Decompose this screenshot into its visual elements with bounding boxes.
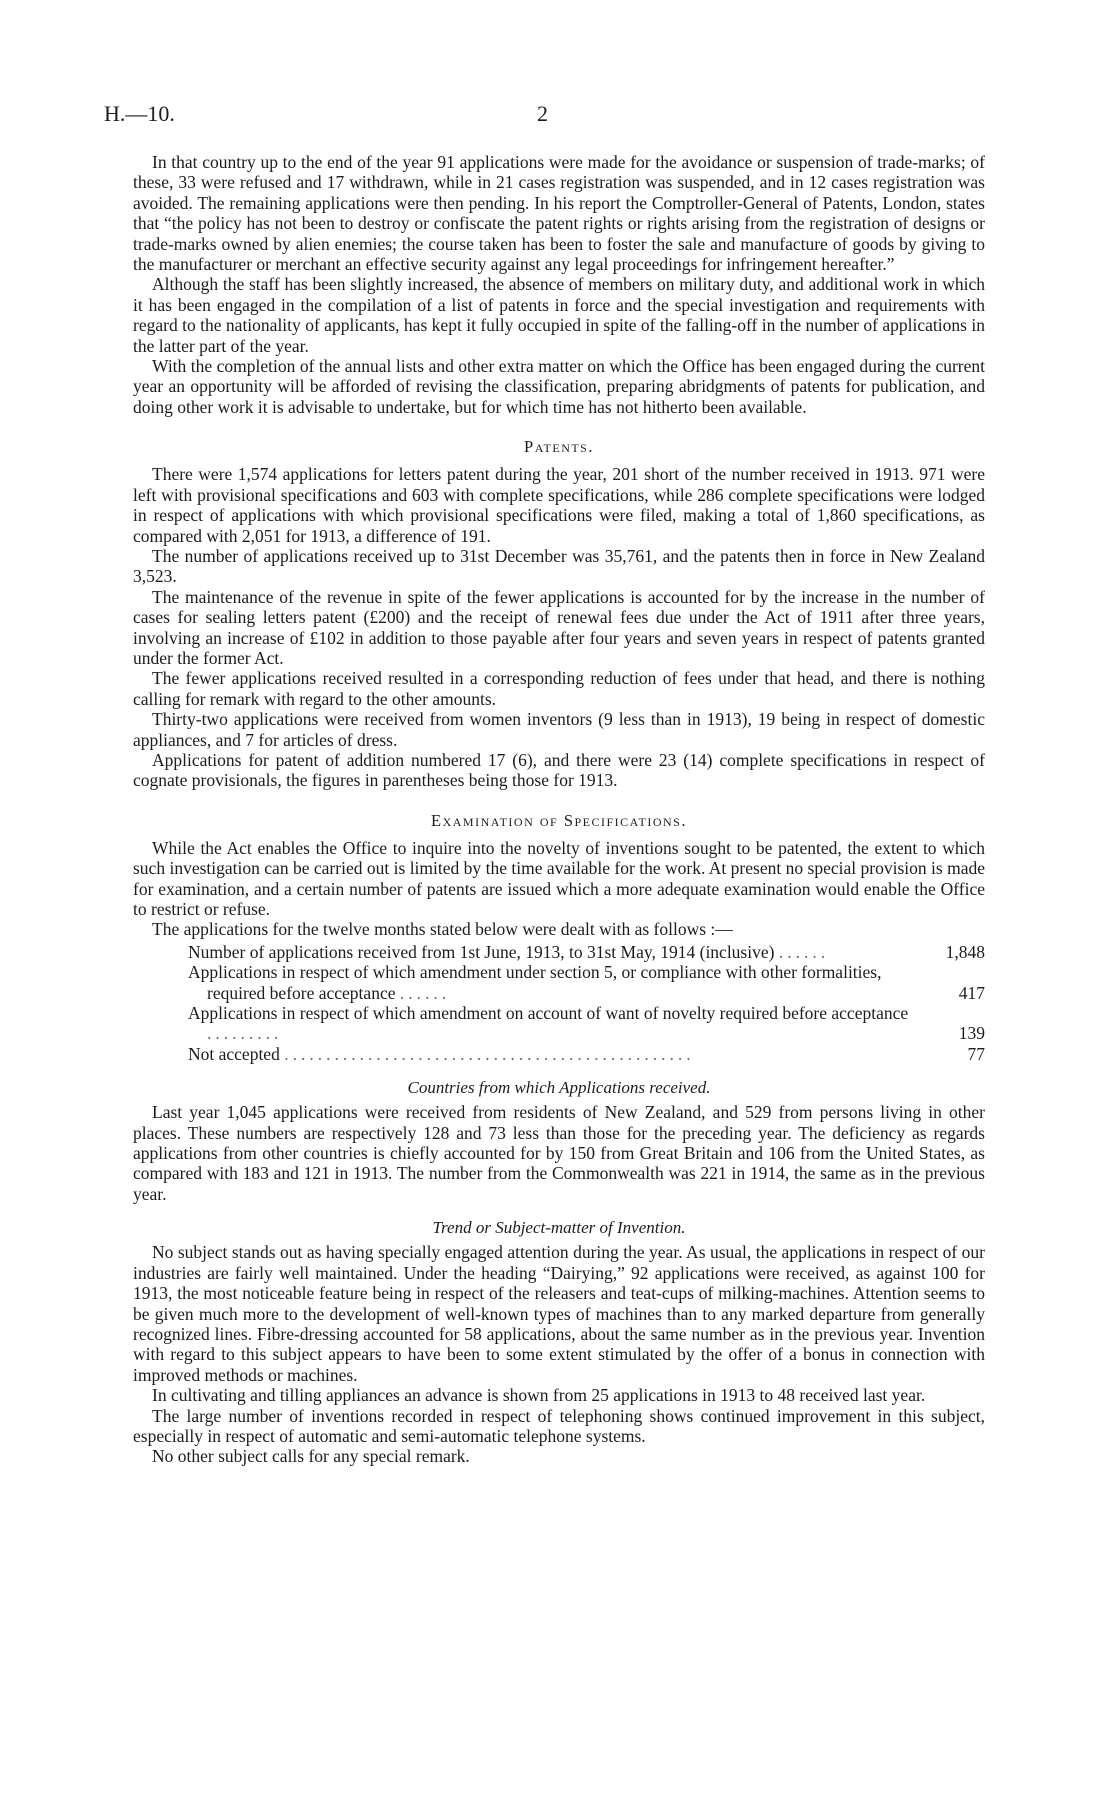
stats-value: 1,848 [945, 941, 985, 962]
paragraph: Although the staff has been slightly increased, the absence of members on military duty, and additional work in which it has been engaged in the compilation of a list of patents in force and the special investigation and requirements with regard to the nationality of applicants, has kept it fully occupied in spite of the falling-off in the number of applications in the latter part of the year. [133, 274, 985, 356]
stats-label: Applications in respect of which amendment under section 5, or compliance with other formalities, required before acceptance [188, 962, 882, 1003]
page-number: 2 [537, 101, 548, 126]
patents-section [133, 437, 985, 791]
trend-section [133, 1218, 985, 1466]
paragraph: No other subject calls for any special remark. [152, 1446, 470, 1467]
paragraph: The maintenance of the revenue in spite of the fewer applications is accounted for by the increase in the number of cases for sealing letters patent (£200) and the receipt of renewal fees due under the Act of 1911 after three years, involving an increase of £102 in addition to those payable after four years and seven years in respect of patents granted under the former Act. [133, 586, 985, 668]
paragraph: No subject stands out as having specially engaged attention during the year. As usual, the applications in respect of our industries are fairly well maintained. Under the heading “Dairying,” 92 applications were received, as against 100 for 1913, the most noticeable feature being in respect of the releasers and teat-cups of milking-machines. Attention seems to be given much more to the development of well-known types of machines than to any marked departure from generally recognized lines. Fibre-dressing accounted for 58 applications, about the same number as in the previous year. Invention with regard to this subject appears to have been to some extent stimulated by the offer of a bonus in connection with improved methods or machines. [133, 1242, 985, 1385]
paragraph: The number of applications received up to 31st December was 35,761, and the patents then in force in New Zealand 3,523. [133, 545, 985, 587]
subheading-countries: Countries from which Applications received. [407, 1078, 711, 1098]
document-reference: H.—10. [104, 101, 175, 126]
section-heading-examination: Examination of Specifications. [431, 810, 687, 830]
paragraph: While the Act enables the Office to inquire into the novelty of inventions sought to be patented, the extent to which such investigation can be carried out is limited by the time available for the work. At present no special provision is made for examination, and a certain number of patents are issued which a more adequate examination would enable the Office to restrict or refuse. [133, 837, 985, 919]
paragraph: In cultivating and tilling appliances an advance is shown from 25 applications in 1913 to 48 received last year. [152, 1385, 926, 1406]
intro-section [133, 152, 985, 417]
stats-value: 139 [958, 1023, 985, 1044]
paragraph: The fewer applications received resulted in a corresponding reduction of fees under that head, and there is nothing calling for remark with regard to the other amounts. [133, 668, 985, 709]
stats-row: Number of applications received from 1st June, 1913, to 31st May, 1914 (inclusive) ...... 1,848 [188, 941, 985, 962]
stats-value: 417 [958, 982, 985, 1003]
examination-section [133, 811, 985, 1064]
applications-stats-table [188, 942, 985, 1064]
subheading-trend: Trend or Subject-matter of Invention. [432, 1218, 686, 1238]
paragraph: Applications for patent of addition numbered 17 (6), and there were 23 (14) complete specifications in respect of cognate provisionals, the figures in parentheses being those for 1913. [133, 749, 985, 791]
page-header [104, 101, 1004, 134]
paragraph: The large number of inventions recorded in respect of telephoning shows continued improvement in this subject, especially in respect of automatic and semi-automatic telephone systems. [133, 1405, 985, 1446]
paragraph: There were 1,574 applications for letters patent during the year, 201 short of the number received in 1913. 971 were left with provisional specifications and 603 with complete specifications, while 286 complete specifications were lodged in respect of applications with which provisional specifications were filed, making a total of 1,860 specifications, as compared with 2,051 for 1913, a difference of 191. [133, 464, 985, 546]
countries-section [133, 1078, 985, 1204]
paragraph: With the completion of the annual lists and other extra matter on which the Office has been engaged during the current year an opportunity will be afforded of revising the classification, preparing abridgments of patents for publication, and doing other work it is advisable to undertake, but for which time has not hitherto been available. [133, 356, 985, 417]
document-body [133, 152, 985, 1467]
stats-row: Applications in respect of which amendment under section 5, or compliance with other formalities, required before acceptance ...... 417 [188, 962, 985, 1003]
paragraph: Last year 1,045 applications were received from residents of New Zealand, and 529 from persons living in other places. These numbers are respectively 128 and 73 less than those for the preceding year. The deficiency as regards applications from other countries is chiefly accounted for by 150 from Great Britain and 106 from the United States, as compared with 183 and 121 in 1913. The number from the Commonwealth was 221 in 1914, the same as in the previous year. [133, 1102, 985, 1204]
stats-label: Number of applications received from 1st June, 1913, to 31st May, 1914 (inclusive) [188, 941, 775, 962]
paragraph: Thirty-two applications were received from women inventors (9 less than in 1913), 19 being in respect of domestic appliances, and 7 for articles of dress. [133, 709, 985, 750]
section-heading-patents: Patents. [524, 437, 594, 457]
stats-label: Applications in respect of which amendment on account of want of novelty required before acceptance [188, 1003, 909, 1024]
stats-row: Not accepted ................................................. 77 [188, 1043, 985, 1064]
stats-value: 77 [967, 1043, 985, 1064]
paragraph: In that country up to the end of the year 91 applications were made for the avoidance or suspension of trade-marks; of these, 33 were refused and 17 withdrawn, while in 21 cases registration was suspended, and in 12 cases registration was avoided. The remaining applications were then pending. In his report the Comptroller-General of Patents, London, states that “the policy has not been to destroy or confiscate the patent rights or rights arising from the registration of designs or trade-marks owned by alien enemies; the course taken has been to foster the sale and manufacture of goods by giving to the manufacturer or merchant an effective security against any legal proceedings for infringement hereafter.” [133, 152, 985, 275]
stats-row: Applications in respect of which amendment on account of want of novelty required before acceptance ......... 139 [188, 1003, 985, 1044]
paragraph: The applications for the twelve months stated below were dealt with as follows :— [152, 919, 733, 940]
stats-label: Not accepted [188, 1043, 280, 1064]
